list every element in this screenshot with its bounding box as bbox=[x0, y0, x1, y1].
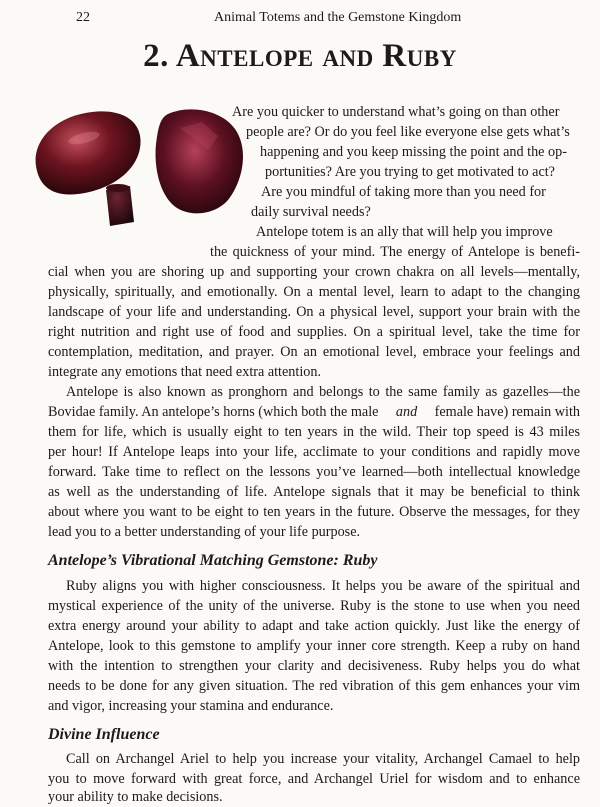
pronghorn-line: per hour! If Antelope leaps into your life, acclimate to your conditions and rapidly move bbox=[48, 444, 580, 460]
ruby-line: extra energy around your ability to adapt and take action quickly. Just like the energy of bbox=[48, 618, 580, 634]
totem-line: Antelope totem is an ally that will help you improve bbox=[256, 224, 553, 240]
intro-line: portunities? Are you trying to get motivated to act? bbox=[265, 164, 555, 180]
pronghorn-line: about where you want to be eight to ten years in the future. Observe the messages, for they bbox=[48, 504, 580, 520]
emphasis-and: and bbox=[395, 404, 418, 420]
intro-line: Are you mindful of taking more than you need for bbox=[261, 184, 546, 200]
intro-line: Are you quicker to understand what’s going on than other bbox=[232, 104, 560, 120]
small-ruby-cylinder bbox=[106, 186, 134, 226]
pronghorn-text: female have) remain with bbox=[434, 404, 580, 420]
ruby-gemstones-image bbox=[30, 104, 252, 232]
ruby-line: needs to be done for any given situation. The red vibration of this gem enhances your vim bbox=[48, 678, 580, 694]
section-heading-divine-influence: Divine Influence bbox=[48, 726, 160, 743]
pronghorn-line: Antelope is also known as pronghorn and belongs to the same family as gazelles—the bbox=[66, 384, 580, 400]
intro-line: people are? Or do you feel like everyone else gets what’s bbox=[246, 124, 570, 140]
totem-line: contemplation, meditation, and prayer. On an emotional level, embrace your feelings and bbox=[48, 344, 580, 360]
intro-line: daily survival needs? bbox=[251, 204, 371, 220]
divine-line: you to move forward with great force, and Archangel Uriel for wisdom and to enhance bbox=[48, 771, 580, 787]
ruby-line: Ruby aligns you with higher consciousness. It helps you be aware of the spiritual and bbox=[66, 578, 580, 594]
ruby-line: with the intention to strengthen your clarity and decisiveness. Ruby helps you do what bbox=[48, 658, 580, 674]
totem-line: integrate any emotions that need extra attention. bbox=[48, 364, 322, 380]
totem-line: landscape of your life and understanding. On a physical level, support your brain with the bbox=[48, 304, 580, 320]
pronghorn-line: them for life, which is usually eight to ten years in the wild. Their top speed is 43 miles bbox=[48, 424, 580, 440]
running-head bbox=[0, 10, 600, 28]
running-title: Animal Totems and the Gemstone Kingdom bbox=[214, 10, 462, 25]
divine-line: your ability to make decisions. bbox=[48, 789, 223, 805]
ruby-line: Antelope, look to this gemstone to amplify your inner core strength. Keep a ruby on hand bbox=[48, 638, 580, 654]
ruby-line: and vigor, increasing your stamina and endurance. bbox=[48, 698, 334, 714]
totem-line: physically, spiritually, and emotionally. On a mental level, learn to adapt to the changing bbox=[48, 284, 580, 300]
intro-line: happening and you keep missing the point and the op- bbox=[260, 144, 567, 160]
totem-line: the quickness of your mind. The energy of Antelope is benefi- bbox=[210, 244, 580, 260]
pronghorn-line bbox=[48, 403, 580, 422]
pronghorn-line: forward. Take time to reflect on the lessons you’ve learned—both intellectual knowledge bbox=[48, 464, 580, 480]
chapter-title: 2. Antelope and Ruby bbox=[143, 38, 457, 74]
tumbled-ruby-stone bbox=[36, 111, 141, 194]
pronghorn-text: Bovidae family. An antelope’s horns (which both the male bbox=[48, 404, 379, 420]
page-number: 22 bbox=[76, 10, 90, 25]
pronghorn-line: lead you to a better understanding of your life purpose. bbox=[48, 524, 361, 540]
totem-line: cial when you are shoring up and supporting your crown chakra on all levels—mentally, bbox=[48, 264, 580, 280]
totem-line: right nutrition and right use of food and supplies. On a spiritual level, take the time for bbox=[48, 324, 580, 340]
pronghorn-line: as well as the understanding of life. Antelope signals that it may be beneficial to think bbox=[48, 484, 580, 500]
divine-line: Call on Archangel Ariel to help you increase your vitality, Archangel Camael to help bbox=[66, 751, 580, 767]
section-heading-ruby: Antelope’s Vibrational Matching Gemstone: Ruby bbox=[48, 552, 378, 569]
ruby-line: mystical experience of the unity of the universe. Ruby is the stone to use when you need bbox=[48, 598, 580, 614]
